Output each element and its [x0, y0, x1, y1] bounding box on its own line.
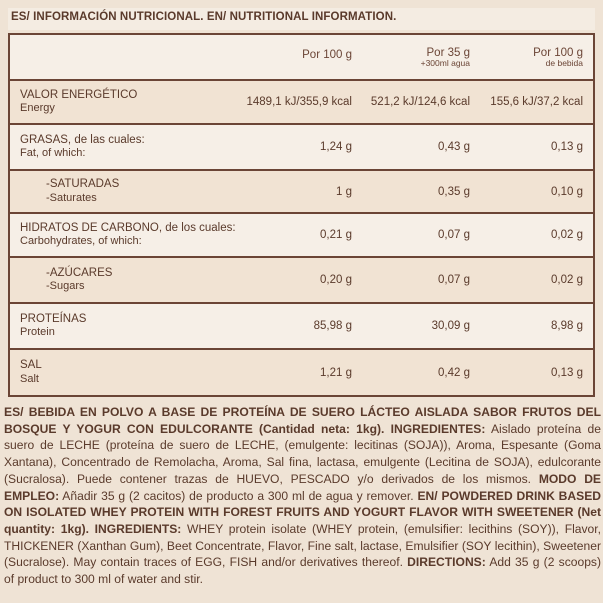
row-label	[10, 258, 238, 302]
row-label-en: Fat, of which:	[20, 147, 86, 159]
value-per-100g-drink: 0,02 g	[551, 274, 583, 286]
header-per-35g	[362, 35, 480, 79]
header-per-35g-label: Por 35 g	[426, 47, 470, 59]
value-per-35g: 521,2 kJ/124,6 kcal	[370, 96, 470, 108]
table-row	[10, 214, 593, 258]
es-title: ES/ BEBIDA EN POLVO A BASE DE PROTEÍNA DE SUERO LÁCTEO AISLADA SABOR FRUTOS DEL BOSQUE Y YOGUR CON EDULCORANTE (Cantidad neta: 1kg). INGREDIENTES:	[4, 405, 601, 436]
row-label-en: Energy	[20, 102, 55, 114]
row-label-en: Protein	[20, 326, 55, 338]
nutrition-table	[10, 35, 593, 395]
value-per-35g: 0,43 g	[438, 141, 470, 153]
value-per-100g: 0,21 g	[320, 229, 352, 241]
nutrition-table-frame	[8, 33, 595, 397]
value-per-100g: 85,98 g	[313, 320, 352, 332]
header-per-100g-drink-sub: de bebida	[545, 58, 583, 68]
value-per-100g: 1,24 g	[320, 141, 352, 153]
row-label-es: HIDRATOS DE CARBONO, de los cuales:	[20, 221, 236, 234]
product-description	[4, 404, 601, 588]
row-label	[10, 171, 238, 212]
row-label-es: -SATURADAS	[46, 178, 120, 190]
value-per-100g: 1,21 g	[320, 366, 352, 379]
row-label-es: VALOR ENERGÉTICO	[20, 88, 138, 101]
row-label-es: SAL	[20, 359, 42, 371]
table-row	[10, 350, 593, 395]
header-empty-cell	[10, 35, 238, 79]
table-row	[10, 171, 593, 214]
table-row	[10, 258, 593, 304]
es-ingredients: Aislado proteína de suero de LECHE (proteína de suero de LECHE, (emulgente: lecitinas (SOJA)), Aroma, Espesante (Goma Xantana), Concentrado de Remolacha, Aroma, Sal fina, lactasa, emulgente (Lecitina de SOJA), edulcorante (Sucralosa). Puede contener trazas de HUEVO, PESCADO y/o derivados de los mismos.	[4, 421, 601, 486]
row-label	[10, 214, 238, 256]
row-label-es: PROTEÍNAS	[20, 312, 87, 325]
row-label-en: Salt	[20, 372, 39, 385]
es-use-label: MODO DE EMPLEO:	[4, 471, 601, 503]
value-per-100g: 1 g	[336, 185, 352, 198]
row-label-en: Carbohydrates, of which:	[20, 235, 142, 247]
header-per-100g	[238, 35, 362, 79]
section-header: ES/ INFORMACIÓN NUTRICIONAL. EN/ NUTRITIONAL INFORMATION.	[8, 8, 595, 30]
table-row	[10, 304, 593, 350]
row-label	[10, 125, 238, 169]
en-title: EN/ POWDERED DRINK BASED ON ISOLATED WHEY PROTEIN WITH FOREST FRUITS AND YOGURT FLAVOR WITH SWEETENER (Net quantity: 1kg). INGREDIENTS:	[4, 488, 602, 536]
value-per-100g-drink: 0,13 g	[551, 141, 583, 153]
header-per-100g-label: Por 100 g	[302, 49, 352, 61]
table-header	[10, 35, 593, 81]
table-row	[10, 81, 593, 125]
value-per-35g: 0,07 g	[438, 274, 470, 286]
en-use-label: DIRECTIONS:	[407, 555, 486, 570]
value-per-100g-drink: 8,98 g	[551, 320, 583, 332]
value-per-35g: 30,09 g	[431, 320, 470, 332]
value-per-100g-drink: 0,13 g	[551, 366, 583, 379]
es-use: Añadir 35 g (2 cacitos) de producto a 300 ml de agua y remover.	[59, 488, 418, 503]
value-per-100g-drink: 155,6 kJ/37,2 kcal	[490, 96, 583, 108]
en-use: Add 35 g (2 scoops) of product to 300 ml of water and stir.	[4, 555, 601, 587]
en-ingredients: WHEY protein isolate (WHEY protein, (emulsifier: lecithins (SOY)), Flavor, THICKENER (Xanthan Gum), Beet Concentrate, Flavor, Fine salt, lactase, Emulsifier (SOY lecithin), Sweetener (Sucralose). May contain traces of EGG, FISH and/or derivatives thereof.	[4, 521, 601, 570]
header-per-100g-drink-label: Por 100 g	[533, 47, 583, 59]
value-per-35g: 0,42 g	[438, 366, 470, 379]
row-label-en: -Saturates	[46, 191, 97, 204]
value-per-35g: 0,35 g	[438, 185, 470, 198]
row-label	[10, 304, 238, 348]
value-per-100g-drink: 0,02 g	[551, 229, 583, 241]
value-per-100g: 0,20 g	[320, 274, 352, 286]
row-label-es: -AZÚCARES	[46, 266, 113, 279]
row-label	[10, 81, 238, 123]
row-label-en: -Sugars	[46, 280, 85, 292]
header-per-100g-drink	[480, 35, 593, 79]
row-label	[10, 350, 238, 395]
value-per-100g-drink: 0,10 g	[551, 185, 583, 198]
row-label-es: GRASAS, de las cuales:	[20, 133, 145, 146]
value-per-100g: 1489,1 kJ/355,9 kcal	[246, 96, 352, 108]
header-per-35g-sub: +300ml agua	[420, 58, 470, 68]
table-row	[10, 125, 593, 171]
value-per-35g: 0,07 g	[438, 229, 470, 241]
